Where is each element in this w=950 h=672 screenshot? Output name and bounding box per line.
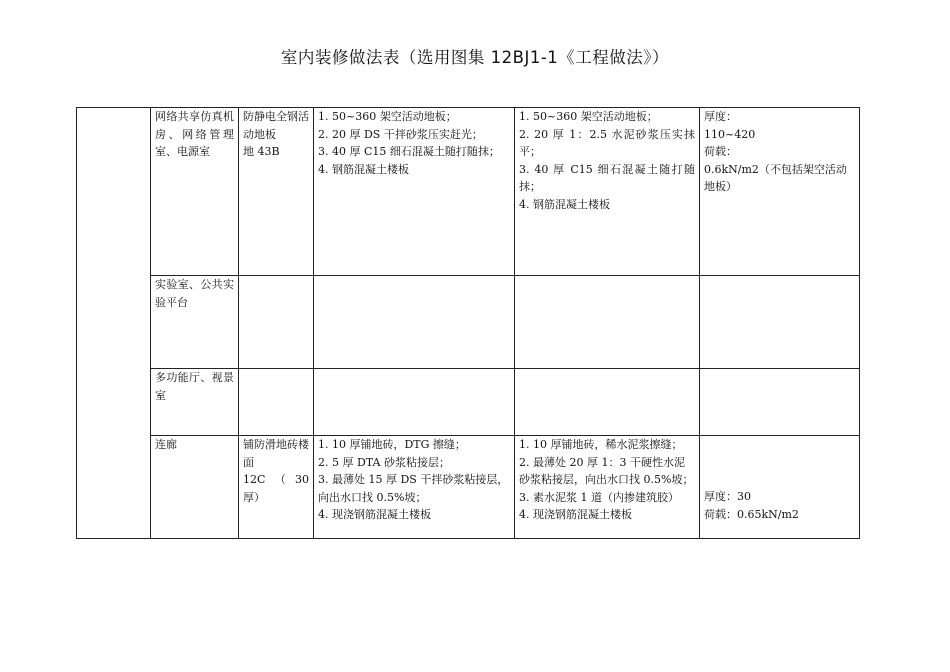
table-row <box>77 436 860 539</box>
method-b-text: 1. 10 厚铺地砖，稀水泥浆擦缝； 2. 最薄处 20 厚 1：3 干硬性水泥砂浆粘接层，向出水口找 0.5%坡； 3. 素水泥浆 1 道（内掺建筑胶） 4. 现浇钢筋混凝土楼板 <box>519 438 694 522</box>
category-cell <box>77 108 151 539</box>
method-a-cell <box>314 108 515 276</box>
table-row <box>77 369 860 436</box>
finish-name-cell <box>239 108 314 276</box>
method-a-cell <box>314 436 515 539</box>
method-b-cell <box>515 436 700 539</box>
room-name: 多功能厅、视景室 <box>155 371 234 402</box>
finish-name-cell <box>239 436 314 539</box>
note-cell <box>700 369 860 436</box>
table-row <box>77 108 860 276</box>
method-b-cell <box>515 108 700 276</box>
method-a-cell <box>314 369 515 436</box>
note-text: 厚度：30 荷载：0.65kN/m2 <box>704 490 799 521</box>
room-cell <box>151 108 239 276</box>
room-name: 网络共享仿真机房、网络管理室、电源室 <box>155 110 234 159</box>
finish-name: 防静电全钢活动地板 地 43B <box>243 110 309 159</box>
note-cell <box>700 276 860 369</box>
method-b-cell <box>515 276 700 369</box>
room-cell <box>151 276 239 369</box>
room-cell <box>151 369 239 436</box>
finish-name-cell <box>239 276 314 369</box>
method-b-text: 1. 50~360 架空活动地板； 2. 20 厚 1：2.5 水泥砂浆压实抹平； 3. 40 厚 C15 细石混凝土随打随抹； 4. 钢筋混凝土楼板 <box>519 110 695 211</box>
note-cell <box>700 436 860 539</box>
method-a-cell <box>314 276 515 369</box>
method-a-text: 1. 10 厚铺地砖，DTG 擦缝； 2. 5 厚 DTA 砂浆粘接层； 3. 最薄处 15 厚 DS 干拌砂浆粘接层，向出水口找 0.5%坡； 4. 现浇钢筋混凝土楼板 <box>318 438 509 522</box>
finish-name-cell <box>239 369 314 436</box>
note-cell <box>700 108 860 276</box>
room-cell <box>151 436 239 539</box>
method-a-text: 1. 50~360 架空活动地板； 2. 20 厚 DS 干拌砂浆压实赶光； 3. 40 厚 C15 细石混凝土随打随抹； 4. 钢筋混凝土楼板 <box>318 110 500 176</box>
note-text: 厚度： 110~420 荷载： 0.6kN/m2（不包括架空活动地板） <box>704 110 847 194</box>
page-title: 室内装修做法表（选用图集 12BJ1-1《工程做法》） <box>280 48 670 67</box>
room-name: 实验室、公共实验平台 <box>155 278 234 309</box>
finish-name: 铺防滑地砖楼面 12C（30 厚） <box>243 438 309 504</box>
room-name: 连廊 <box>155 438 177 451</box>
method-b-cell <box>515 369 700 436</box>
finish-schedule-table <box>76 107 860 539</box>
table-row <box>77 276 860 369</box>
